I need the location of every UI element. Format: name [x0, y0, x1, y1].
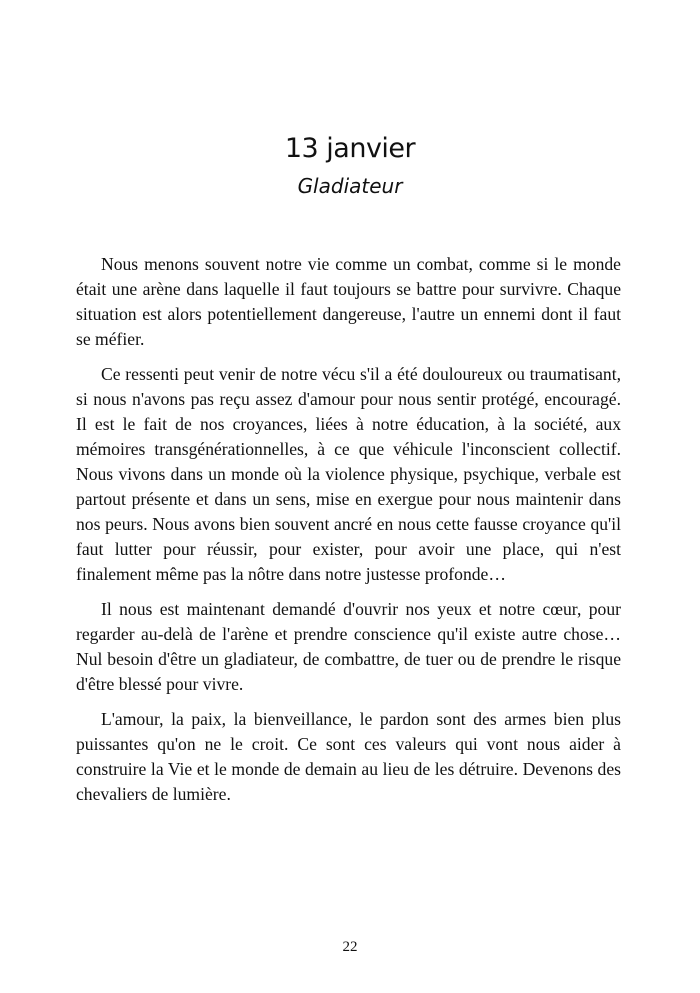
page-number: 22 — [342, 939, 358, 955]
body-text — [76, 252, 621, 817]
page-subtitle: Gladiateur — [297, 174, 403, 198]
paragraph-2: Ce ressenti peut venir de notre vécu s'il a été douloureux ou traumatisant, si nous n'avons pas reçu assez d'amour pour nous sentir protégé, encouragé. Il est le fait de nos croyances, liées à notre éducation, à la société, aux mémoires transgénérationnelles, à ce que véhicule l'inconscient collectif. Nous vivons dans un monde où la violence physique, psychique, verbale est partout présente et dans un sens, mise en exergue pour nous maintenir dans nos peurs. Nous avons bien souvent ancré en nous cette fausse croyance qu'il faut lutter pour réussir, pour exister, pour avoir une place, qui n'est finalement même pas la nôtre dans notre justesse profonde… — [76, 364, 621, 584]
page-title: 13 janvier — [284, 133, 416, 164]
paragraph-4: L'amour, la paix, la bienveillance, le pardon sont des armes bien plus puissantes qu'on ne le croit. Ce sont ces valeurs qui vont nous aider à construire la Vie et le monde de demain au lieu de les détruire. Devenons des chevaliers de lumière. — [76, 709, 621, 804]
paragraph-3: Il nous est maintenant demandé d'ouvrir nos yeux et notre cœur, pour regarder au-delà de l'arène et prendre conscience qu'il existe autre chose… Nul besoin d'être un gladiateur, de combattre, de tuer ou de prendre le risque d'être blessé pour vivre. — [76, 599, 621, 694]
paragraph-1: Nous menons souvent notre vie comme un combat, comme si le monde était une arène dans laquelle il faut toujours se battre pour survivre. Chaque situation est alors potentiellement dangereuse, l'autre un ennemi dont il faut se méfier. — [76, 254, 621, 349]
